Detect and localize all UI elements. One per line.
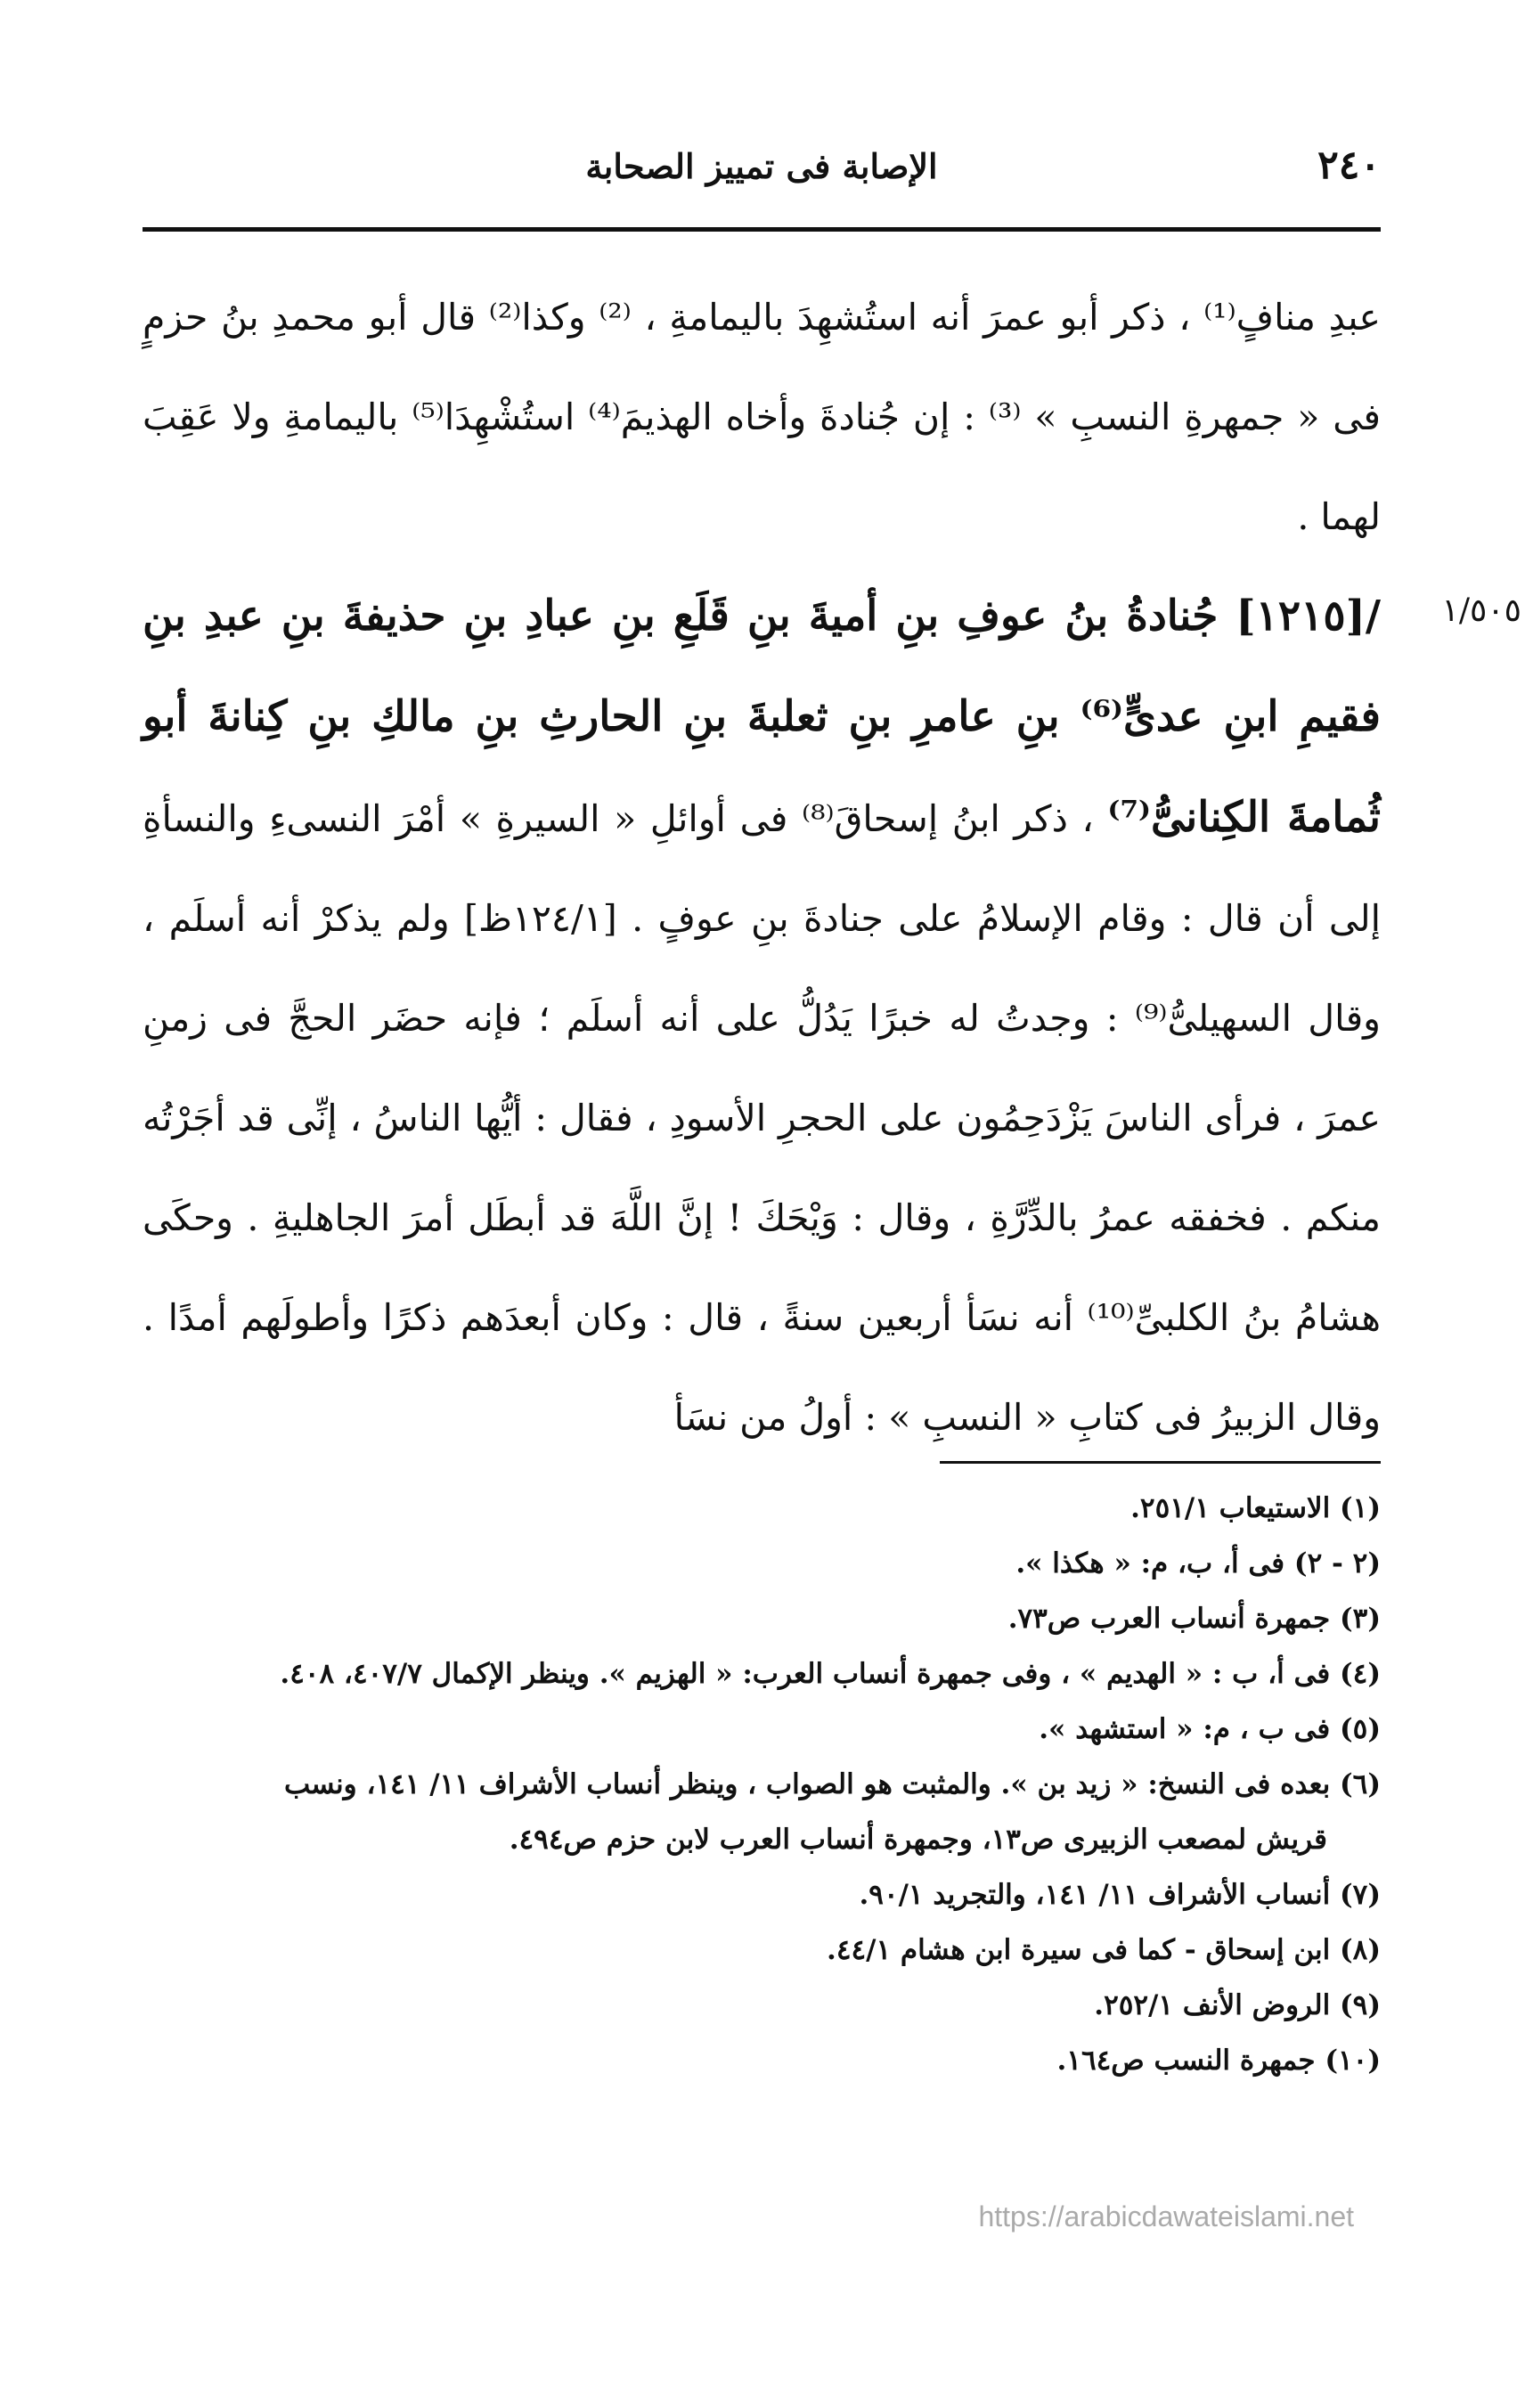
entry-body: ، ذكر ابنُ إسحاقَ⁽⁸⁾ فى أوائلِ « السيرةِ » أمْرَ النسىءِ والنسأةِ إلى أن قال : وقام الإسلامُ على جنادةَ بنِ عوفٍ . [١٢٤/١ظ] ولم يذكرْ أنه أسلَم ، وقال السهيلىُّ⁽⁹⁾ : وجدتُ له خبرًا يَدُلُّ على أنه أسلَم ؛ فإنه حضَر الحجَّ فى زمنِ عمرَ ، فرأى الناسَ يَزْدَحِمُون على الحجرِ الأسودِ ، فقال : أيُّها الناسُ ، إنِّى قد أجَرْتُه منكم . فخفقه عمرُ بالدِّرَّةِ ، وقال : وَيْحَكَ ! إنَّ اللَّهَ قد أبطَل أمرَ الجاهليةِ . وحكَى هشامُ بنُ الكلبىِّ⁽¹⁰⁾ أنه نسَأ أربعين سنةً ، قال : وكان أبعدَهم ذكرًا وأطولَهم أمدًا . وقال الزبيرُ فى كتابِ « النسبِ » : أولُ من نسَأ (143, 797, 1381, 1439)
footnote-9: (٩) الروض الأنف ٢٥٢/١. (1094, 1989, 1381, 2021)
header-rule (143, 227, 1381, 232)
footnote-8: (٨) ابن إسحاق - كما فى سيرة ابن هشام ٤٤/١. (827, 1934, 1381, 1966)
paragraph-1: عبدِ منافٍ⁽¹⁾ ، ذكر أبو عمرَ أنه استُشهِدَ باليمامةِ ، ⁽²⁾ وكذا⁽²⁾ قال أبو محمدِ بنُ حزمٍ فى « جمهرةِ النسبِ » ⁽³⁾ : إن جُنادةَ وأخاه الهذيمَ⁽⁴⁾ استُشْهِدَا⁽⁵⁾ باليمامةِ ولا عَقِبَ لهما . (143, 296, 1381, 538)
footnote-7: (٧) أنساب الأشراف ١١/ ١٤١، والتجريد ٩٠/١. (859, 1879, 1381, 1911)
footnote-rule (940, 1461, 1381, 1464)
main-text (143, 267, 1381, 1467)
footnote-6: (٦) بعده فى النسخ: « زيد بن ». والمثبت هو الصواب ، وينظر أنساب الأشراف ١١/ ١٤١، ونسب (283, 1768, 1381, 1800)
footnote-10: (١٠) جمهرة النسب ص١٦٤. (1056, 2045, 1381, 2077)
running-title: الإصابة فى تمييز الصحابة (585, 146, 938, 186)
watermark-url: https://arabicdawateislami.net (978, 2200, 1354, 2233)
entry-1215 (143, 567, 1381, 1467)
footnote-5: (٥) فى ب ، م: « استشهد ». (1039, 1713, 1381, 1745)
page-header (143, 134, 1381, 196)
footnote-1: (١) الاستيعاب ٢٥١/١. (1130, 1492, 1381, 1524)
entry-heading: /[١٢١٥] جُنادةُ بنُ عوفِ بنِ أميةَ بنِ قَلَعِ بنِ عبادِ بنِ حذيفةَ بنِ عبدِ بنِ فقيمِ ابنِ عدىٍّ⁽⁶⁾ بنِ عامرِ بنِ ثعلبةَ بنِ الحارثِ بنِ مالكِ بنِ كِنانةَ أبو ثُمامةَ الكِنانىُّ⁽⁷⁾ (143, 592, 1382, 842)
footnote-3: (٣) جمهرة أنساب العرب ص٧٣. (1007, 1603, 1381, 1635)
footnote-4: (٤) فى أ، ب : « الهديم » ، وفى جمهرة أنساب العرب: « الهزيم ». وينظر الإكمال ٤٠٧/٧، ٤٠٨. (280, 1658, 1381, 1690)
page-number: ٢٤٠ (1317, 143, 1381, 188)
footnotes (143, 1481, 1381, 2088)
footnote-2: (٢ - ٢) فى أ، ب، م: « هكذا ». (1015, 1547, 1381, 1579)
footnote-6-continued: قريش لمصعب الزبيرى ص١٣، وجمهرة أنساب العرب لابن حزم ص٤٩٤. (509, 1824, 1327, 1856)
margin-reference: ١/٥٠٥ (1441, 592, 1521, 629)
